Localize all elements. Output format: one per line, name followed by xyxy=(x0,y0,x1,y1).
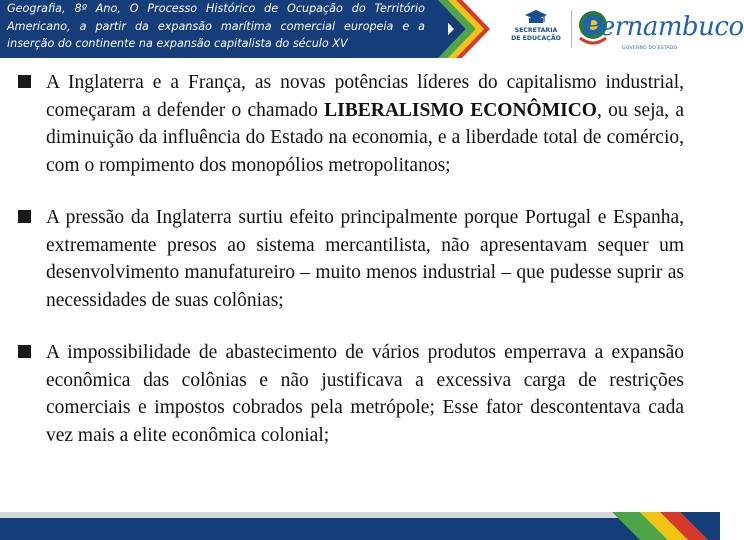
secretaria-logo xyxy=(506,10,566,42)
bullet-2-text: A pressão da Inglaterra surtiu efeito principalmente porque Portugal e Espanha, extremamente presos ao sistema mercantilista, não apresentavam sequer um desenvolvimento manufatureiro – muito menos industrial – que pudesse suprir as necessidades de suas colônias; xyxy=(46,207,684,311)
secretaria-emblem-icon xyxy=(525,10,547,26)
secretaria-label-line1: SECRETARIA xyxy=(514,27,558,34)
square-bullet-icon xyxy=(18,345,31,358)
footer-color-bar xyxy=(0,512,720,540)
square-bullet-icon xyxy=(18,210,31,223)
bullet-list xyxy=(18,69,684,449)
chevron-stripes-decoration xyxy=(426,0,496,58)
bullet-item-3 xyxy=(18,339,684,449)
header-band xyxy=(0,0,448,58)
header-caption: Geografia, 8º Ano, O Processo Histórico de Ocupação do Território Americano, a partir da expansão marítima comercial europeia e a inserção do continente na expansão capitalista do século XV xyxy=(7,2,425,50)
square-bullet-icon xyxy=(18,75,31,88)
bullet-1-text-start: A Inglaterra e a França, as novas potências líderes do capitalismo industrial, começaram a defender o chamado xyxy=(46,72,684,121)
bullet-1-text-end: , ou seja, a diminuição da influência do Estado na economia, e a liberdade total de comércio, com o rompimento dos monopólios metropolitanos; xyxy=(46,99,684,176)
slide-header xyxy=(0,0,744,58)
brand-subtitle: GOVERNO DO ESTADO xyxy=(622,46,678,51)
bullet-item-2 xyxy=(18,204,684,314)
bullet-1-emphasis: LIBERALISMO ECONÔMICO xyxy=(324,99,597,121)
bullet-item-1 xyxy=(18,69,684,179)
logo-divider xyxy=(571,10,572,48)
bullet-3-text: A impossibilidade de abastecimento de vários produtos emperrava a expansão econômica das colônias e não justificava a excessiva carga de restrições comerciais e impostos cobrados pela metrópole; Esse fator descontentava cada vez mais a elite econômica colonial; xyxy=(46,342,684,446)
brand-wordmark: Pernambuco xyxy=(584,12,744,42)
secretaria-label-line2: DE EDUCAÇÃO xyxy=(511,34,561,42)
